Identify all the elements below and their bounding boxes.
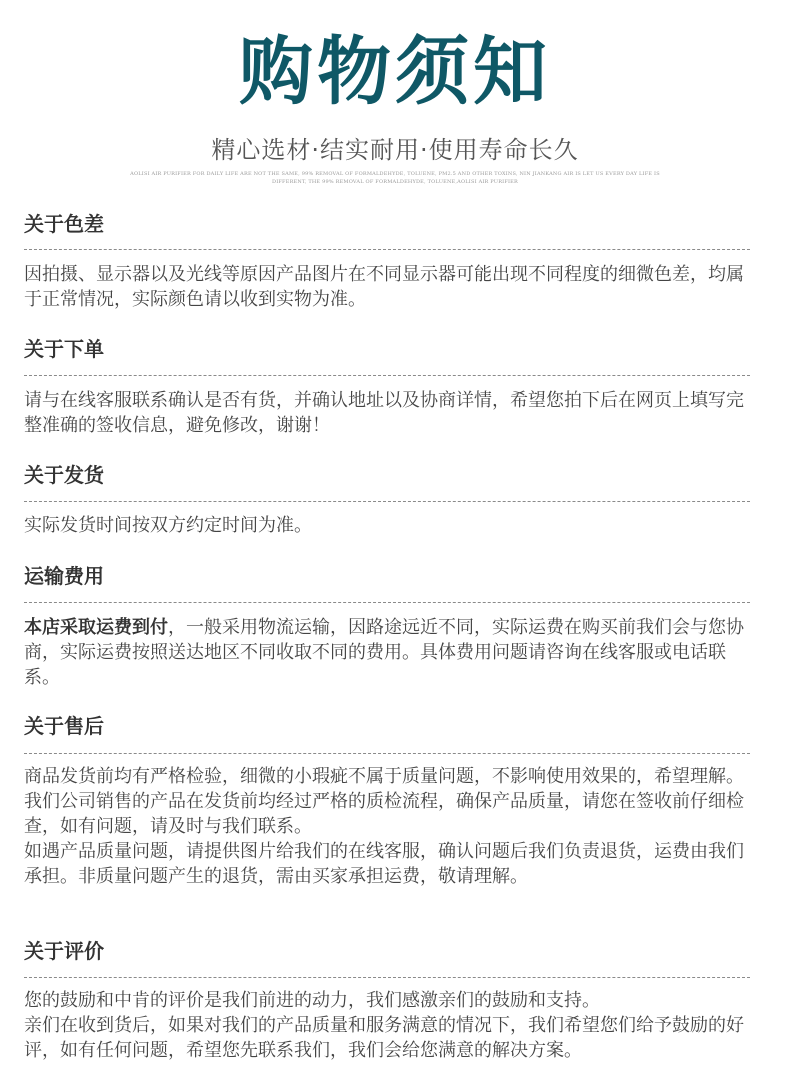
section-title: 关于发货 (24, 463, 104, 487)
section-body (24, 615, 750, 690)
section-body (24, 988, 750, 1063)
section-freight (24, 562, 750, 697)
section-divider (24, 977, 750, 978)
fine-print-line-2: DIFFERENT, THE 99% REMOVAL OF FORMALDEHYDE, TOLUENE,AOLISI AIR PURIFIER (272, 179, 518, 185)
section-paragraph: 实际发货时间按双方约定时间为准。 (24, 515, 312, 536)
section-body (24, 513, 750, 538)
section-paragraph: 如遇产品质量问题，请提供图片给我们的在线客服，确认问题后我们负责退货，运费由我们承担。非质量问题产生的退货，需由买家承担运费，敬请理解。 (24, 841, 744, 887)
section-divider (24, 501, 750, 502)
section-paragraph: 因拍摄、显示器以及光线等原因产品图片在不同显示器可能出现不同程度的细微色差，均属于正常情况，实际颜色请以收到实物为准。 (24, 264, 744, 310)
section-paragraph: 您的鼓励和中肯的评价是我们前进的动力，我们感激亲们的鼓励和支持。 (24, 990, 600, 1011)
section-title: 关于售后 (24, 714, 104, 738)
section-paragraph: 我们公司销售的产品在发货前均经过严格的质检流程，确保产品质量，请您在签收前仔细检查，如有问题，请及时与我们联系。 (24, 791, 744, 837)
section-body (24, 262, 750, 312)
section-reviews (24, 937, 750, 1077)
section-shipping (24, 461, 750, 546)
fine-print-text (110, 170, 680, 186)
page-title: 购物须知 (239, 29, 551, 115)
section-paragraph: 商品发货前均有严格检验，细微的小瑕疵不属于质量问题，不影响使用效果的，希望理解。 (24, 766, 744, 787)
freight-policy-text: ，一般采用物流运输，因路途远近不同，实际运费在购买前我们会与您协商，实际运费按照送达地区不同收取不同的费用。具体费用问题请咨询在线客服或电话联系。 (24, 617, 744, 688)
page-header (0, 0, 790, 195)
section-color-difference (24, 210, 750, 320)
page-subtitle: 精心选材·结实耐用·使用寿命长久 (211, 136, 579, 164)
section-paragraph (24, 615, 750, 690)
section-divider (24, 375, 750, 376)
section-title: 关于评价 (24, 939, 104, 963)
section-body (24, 764, 750, 889)
freight-policy-lead: 本店采取运费到付 (24, 617, 168, 638)
section-divider (24, 602, 750, 603)
section-after-sales (24, 712, 750, 922)
section-paragraph: 亲们在收到货后，如果对我们的产品质量和服务满意的情况下，我们希望您们给予鼓励的好评，如有任何问题，希望您先联系我们，我们会给您满意的解决方案。 (24, 1015, 744, 1061)
section-ordering (24, 335, 750, 445)
section-paragraph: 请与在线客服联系确认是否有货，并确认地址以及协商详情，希望您拍下后在网页上填写完整准确的签收信息，避免修改，谢谢！ (24, 390, 744, 436)
section-body (24, 388, 750, 438)
fine-print-line-1: AOLISI AIR PURIFIER FOR DAILY LIFE ARE NOT THE SAME, 99% REMOVAL OF FORMALDEHYDE, TOLUENE, PM2.5 AND OTHER TOXINS, NIN JIANKANG AIR IS LET US EVERY DAY LIFE IS (130, 171, 660, 177)
section-title: 运输费用 (24, 564, 104, 588)
section-title: 关于色差 (24, 212, 104, 236)
section-title: 关于下单 (24, 337, 104, 361)
section-divider (24, 753, 750, 754)
section-divider (24, 249, 750, 250)
